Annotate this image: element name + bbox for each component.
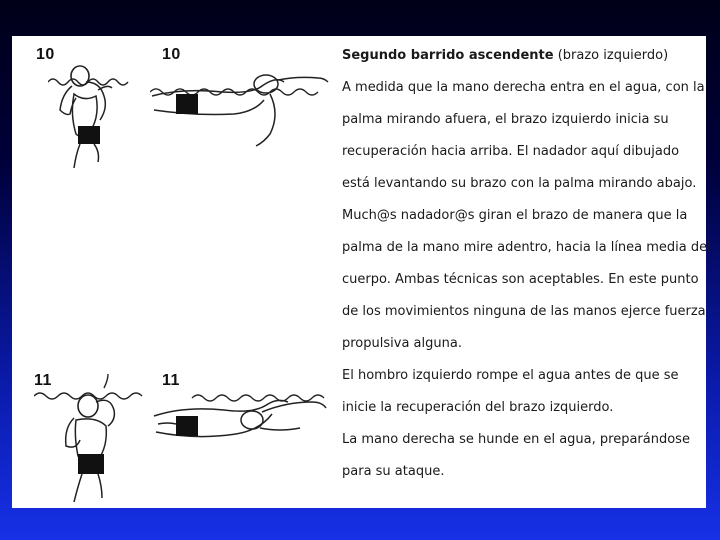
- figure-number-top-side: 10: [162, 46, 181, 63]
- figure-number-bottom-front: 11: [34, 372, 52, 389]
- figure-number-bottom-side: 11: [162, 372, 180, 389]
- text-line: palma mirando afuera, el brazo izquierdo inicia su: [342, 112, 669, 127]
- text-line: recuperación hacia arriba. El nadador aquí dibujado: [342, 144, 680, 159]
- description-text: [342, 40, 711, 488]
- figure-number-top-front: 10: [36, 46, 55, 63]
- text-line: palma de la mano mire adentro, hacia la línea media del: [342, 240, 711, 255]
- text-line: de los movimientos ninguna de las manos ejerce fuerza: [342, 304, 706, 319]
- text-line: El hombro izquierdo rompe el agua antes de que se: [342, 368, 679, 383]
- swimmer-side-view-illustration-11: [152, 376, 332, 476]
- swimmer-side-view-illustration-10: [150, 54, 330, 154]
- text-line: está levantando su brazo con la palma mirando abajo.: [342, 176, 697, 191]
- text-line: A medida que la mano derecha entra en el agua, con la: [342, 80, 705, 95]
- slide-panel: [12, 36, 711, 508]
- section-heading: [342, 40, 702, 72]
- text-line: Much@s nadador@s giran el brazo de manera que la: [342, 208, 688, 223]
- text-line: propulsiva alguna.: [342, 336, 462, 351]
- section-heading-bold: Segundo barrido ascendente: [342, 48, 554, 63]
- text-line: La mano derecha se hunde en el agua, preparándose: [342, 432, 690, 447]
- text-line: cuerpo. Ambas técnicas son aceptables. En este punto: [342, 272, 699, 287]
- text-line: inicie la recuperación del brazo izquierdo.: [342, 400, 614, 415]
- swimmer-front-view-illustration-10: [48, 60, 138, 170]
- section-heading-rest: (brazo izquierdo): [553, 48, 669, 63]
- text-line: para su ataque.: [342, 464, 445, 479]
- swimmer-front-view-illustration-11: [34, 372, 144, 506]
